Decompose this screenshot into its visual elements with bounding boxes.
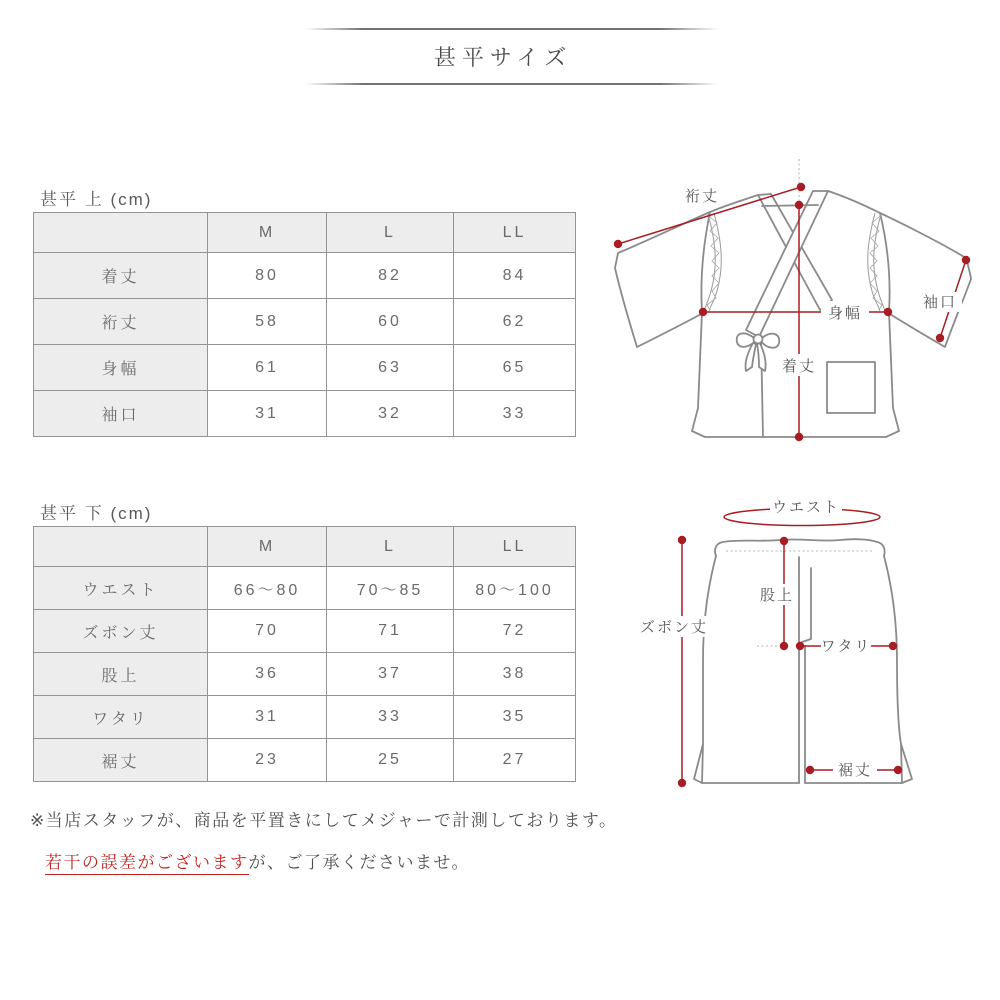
jacket-table-label: 甚平 上 (cm) xyxy=(40,190,153,209)
measure-dot xyxy=(699,308,707,316)
table-row xyxy=(34,391,576,437)
jacket-collar-over-band xyxy=(746,191,828,337)
jacket-size-table xyxy=(33,212,576,437)
page-title: 甚平サイズ xyxy=(433,45,573,70)
size-value-cell: 37 xyxy=(327,653,454,696)
size-column-header: M xyxy=(208,213,327,253)
pants-label-susotake: 裾丈 xyxy=(837,762,873,779)
size-value-cell: 71 xyxy=(327,610,454,653)
jacket-armhole-zigzag-right xyxy=(870,216,882,310)
measure-dot xyxy=(797,183,805,191)
jacket-armhole-zigzag-left xyxy=(707,216,719,310)
measure-label-cell: 裾丈 xyxy=(34,739,208,782)
jacket-bow-right-tail xyxy=(757,343,766,371)
pants-right-outer xyxy=(884,556,902,783)
pants-waistband xyxy=(715,539,885,556)
size-value-cell: 38 xyxy=(454,653,576,696)
size-value-cell: 58 xyxy=(208,299,327,345)
measure-label-cell: 着丈 xyxy=(34,253,208,299)
size-value-cell: 31 xyxy=(208,696,327,739)
size-value-cell: 36 xyxy=(208,653,327,696)
pants-label-watari: ワタリ xyxy=(820,638,872,655)
measure-dot xyxy=(780,642,788,650)
table-row xyxy=(34,299,576,345)
table-row xyxy=(34,610,576,653)
pants-size-table xyxy=(33,526,576,782)
jacket-label-mihaba: 身幅 xyxy=(827,305,863,322)
jacket-bow-knot xyxy=(754,335,763,344)
size-value-cell: 33 xyxy=(454,391,576,437)
note-line2 xyxy=(45,848,618,873)
table-row xyxy=(34,739,576,782)
table-row xyxy=(34,653,576,696)
measure-label-cell: 股上 xyxy=(34,653,208,696)
size-value-cell: 63 xyxy=(327,345,454,391)
size-value-cell: 60 xyxy=(327,299,454,345)
measure-label-cell: 袖口 xyxy=(34,391,208,437)
title-rule-top xyxy=(305,28,718,30)
size-value-cell: 80 xyxy=(208,253,327,299)
size-column-header: LL xyxy=(454,213,576,253)
size-value-cell: 23 xyxy=(208,739,327,782)
size-value-cell: 35 xyxy=(454,696,576,739)
size-value-cell: 80～100 xyxy=(454,567,576,610)
note-error-highlight: 若干の誤差がございます xyxy=(45,853,249,875)
title-rule-bottom xyxy=(305,83,718,85)
measure-dot xyxy=(889,642,897,650)
jacket-right-sleeve xyxy=(828,191,971,347)
size-value-cell: 27 xyxy=(454,739,576,782)
size-value-cell: 61 xyxy=(208,345,327,391)
size-column-header: M xyxy=(208,527,327,567)
corner-cell xyxy=(34,527,208,567)
jacket-diagram xyxy=(614,159,971,441)
size-column-header: L xyxy=(327,527,454,567)
size-column-header: L xyxy=(327,213,454,253)
size-value-cell: 70 xyxy=(208,610,327,653)
measure-label-cell: ズボン丈 xyxy=(34,610,208,653)
measure-dot xyxy=(795,433,803,441)
jacket-back-collar-seam xyxy=(762,205,818,206)
jacket-bow-right-loop xyxy=(761,334,779,348)
size-value-cell: 66～80 xyxy=(208,567,327,610)
note-line2-rest: が、ご了承くださいませ。 xyxy=(248,853,470,872)
pants-label-mataue: 股上 xyxy=(759,587,795,604)
measure-dot xyxy=(614,240,622,248)
jacket-pocket xyxy=(827,362,875,413)
size-value-cell: 84 xyxy=(454,253,576,299)
measure-dot xyxy=(894,766,902,774)
measure-label-cell: 身幅 xyxy=(34,345,208,391)
jacket-left-sleeve xyxy=(615,195,758,347)
table-row xyxy=(34,696,576,739)
measure-dot xyxy=(780,537,788,545)
size-value-cell: 33 xyxy=(327,696,454,739)
table-row xyxy=(34,567,576,610)
measure-dot xyxy=(678,536,686,544)
measure-dot xyxy=(936,334,944,342)
measure-dot xyxy=(796,642,804,650)
table-row xyxy=(34,253,576,299)
pants-fly-seam xyxy=(799,557,811,645)
measure-dot xyxy=(884,308,892,316)
measurement-diagrams-svg xyxy=(590,150,1000,810)
size-value-cell: 31 xyxy=(208,391,327,437)
table-row xyxy=(34,345,576,391)
header-row xyxy=(34,213,576,253)
size-value-cell: 70～85 xyxy=(327,567,454,610)
measure-dot xyxy=(678,779,686,787)
header-row xyxy=(34,527,576,567)
size-column-header: LL xyxy=(454,527,576,567)
pants-left-outer xyxy=(702,556,716,783)
pants-label-zubontake: ズボン丈 xyxy=(639,619,709,636)
jacket-label-sodeguchi: 袖口 xyxy=(922,294,958,311)
measure-dot xyxy=(795,201,803,209)
jacket-label-yukitake: 裄丈 xyxy=(684,188,720,205)
measure-dot xyxy=(806,766,814,774)
jacket-label-kitake: 着丈 xyxy=(781,358,817,375)
measurement-note xyxy=(30,806,618,873)
size-value-cell: 72 xyxy=(454,610,576,653)
size-value-cell: 65 xyxy=(454,345,576,391)
measure-label-cell: 裄丈 xyxy=(34,299,208,345)
corner-cell xyxy=(34,213,208,253)
size-value-cell: 25 xyxy=(327,739,454,782)
pants-diagram xyxy=(640,497,912,787)
size-value-cell: 62 xyxy=(454,299,576,345)
pants-table-label: 甚平 下 (cm) xyxy=(40,504,153,523)
measure-dot xyxy=(962,256,970,264)
pants-label-waist: ウエスト xyxy=(771,499,841,516)
size-value-cell: 32 xyxy=(327,391,454,437)
measure-label-cell: ワタリ xyxy=(34,696,208,739)
measure-label-cell: ウエスト xyxy=(34,567,208,610)
note-line1: ※当店スタッフが、商品を平置きにしてメジャーで計測しております。 xyxy=(30,811,618,830)
size-value-cell: 82 xyxy=(327,253,454,299)
